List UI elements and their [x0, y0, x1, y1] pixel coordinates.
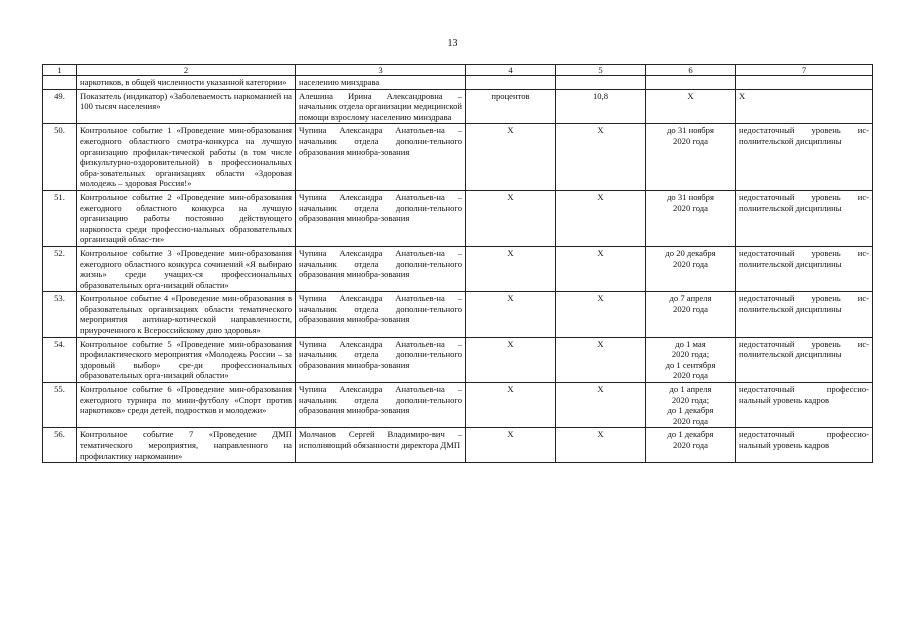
table-header-row	[43, 65, 873, 76]
responsible-cell: Чупина Александра Анатольев-на – начальник отдела дополни-тельного образования минобра-зования	[296, 292, 466, 337]
row-number-cell: 49.	[43, 89, 77, 124]
indicator-cell: Показатель (индикатор) «Заболеваемость наркоманией на 100 тысяч населения»	[77, 89, 296, 124]
unit-cell: процентов	[466, 89, 556, 124]
deadline-cell: до 31 ноября 2020 года	[646, 190, 736, 246]
header-cell: 1	[43, 65, 77, 76]
responsible-cell: Чупина Александра Анатольев-на – начальник отдела дополни-тельного образования минобра-зования	[296, 124, 466, 191]
risk-cell: недостаточный уровень ис-полнительской дисциплины	[736, 337, 873, 382]
table-row	[43, 292, 873, 337]
unit-cell: Х	[466, 246, 556, 291]
header-cell: 2	[77, 65, 296, 76]
deadline-cell: до 7 апреля 2020 года	[646, 292, 736, 337]
row-number-cell: 53.	[43, 292, 77, 337]
row-number-cell: 54.	[43, 337, 77, 382]
indicator-cell: Контрольное событие 7 «Проведение ДМП тематического мероприятия, направленного на профилактику наркомании»	[77, 428, 296, 463]
value-cell	[556, 76, 646, 90]
row-number-cell: 50.	[43, 124, 77, 191]
unit-cell: Х	[466, 190, 556, 246]
table-row	[43, 428, 873, 463]
indicator-cell: Контрольное событие 2 «Проведение мин-образования ежегодного областного конкурса на лучшую организацию работы постоянно действующего наркопоста среди профессио-нальных образовательных организаций облас-ти»	[77, 190, 296, 246]
value-cell: Х	[556, 337, 646, 382]
deadline-cell: до 1 апреля 2020 года; до 1 декабря 2020 года	[646, 383, 736, 428]
risk-cell: недостаточный уровень ис-полнительской дисциплины	[736, 246, 873, 291]
row-number-cell	[43, 76, 77, 90]
value-cell: Х	[556, 124, 646, 191]
indicator-cell: Контрольное событие 6 «Проведение мин-образования ежегодного турнира по мини-футболу «Спорт против наркотиков» среди детей, подростков и молодежи»	[77, 383, 296, 428]
value-cell: Х	[556, 246, 646, 291]
unit-cell: Х	[466, 383, 556, 428]
risk-cell: недостаточный уровень ис-полнительской дисциплины	[736, 124, 873, 191]
unit-cell: Х	[466, 428, 556, 463]
responsible-cell: Чупина Александра Анатольев-на – начальник отдела дополни-тельного образования минобра-зования	[296, 383, 466, 428]
responsible-cell: Чупина Александра Анатольев-на – начальник отдела дополни-тельного образования минобра-зования	[296, 246, 466, 291]
unit-cell: Х	[466, 337, 556, 382]
page-number: 13	[447, 38, 458, 49]
row-number-cell: 55.	[43, 383, 77, 428]
indicator-cell: Контрольное событие 4 «Проведение мин-образования в образовательных организациях области тематического мероприятия антинар-котической направленности, приуроченного к Всероссийскому дню здоровья»	[77, 292, 296, 337]
risk-cell: недостаточный уровень ис-полнительской дисциплины	[736, 190, 873, 246]
deadline-cell: до 1 декабря 2020 года	[646, 428, 736, 463]
risk-cell	[736, 76, 873, 90]
responsible-cell: Чупина Александра Анатольев-на – начальник отдела дополни-тельного образования минобра-зования	[296, 337, 466, 382]
responsible-cell: Алешина Ирина Александровна – начальник отдела организации медицинской помощи взрослому населению минздрава	[296, 89, 466, 124]
indicator-cell: Контрольное событие 3 «Проведение мин-образования ежегодного областного конкурса сочинений «Я выбираю жизнь» среди учащих-ся профессиональных образовательных орга-низаций области»	[77, 246, 296, 291]
unit-cell: Х	[466, 124, 556, 191]
header-cell: 5	[556, 65, 646, 76]
value-cell: Х	[556, 383, 646, 428]
indicator-cell: Контрольное событие 5 «Проведение мин-образования профилактического мероприятия «Молодежь России – за здоровый выбор» сре-ди профессиональных образовательных орга-низаций области»	[77, 337, 296, 382]
deadline-cell: до 31 ноября 2020 года	[646, 124, 736, 191]
header-cell: 3	[296, 65, 466, 76]
indicator-cell: Контрольное событие 1 «Проведение мин-образования ежегодного областного смотра-конкурса на лучшую организацию профилак-тической работы (в том числе физкультурно-оздоровительной) в профессиональных обра-зовательных организациях области «Здоровая молодежь – здоровая Россия!»	[77, 124, 296, 191]
header-cell: 7	[736, 65, 873, 76]
table-row	[43, 383, 873, 428]
value-cell: Х	[556, 190, 646, 246]
table-row	[43, 190, 873, 246]
risk-cell: недостаточный уровень ис-полнительской дисциплины	[736, 292, 873, 337]
unit-cell: Х	[466, 292, 556, 337]
deadline-cell	[646, 76, 736, 90]
responsible-cell: Молчанов Сергей Владимиро-вич – исполняющий обязанности директора ДМП	[296, 428, 466, 463]
unit-cell	[466, 76, 556, 90]
row-number-cell: 51.	[43, 190, 77, 246]
plan-table	[42, 64, 873, 463]
table-row	[43, 76, 873, 90]
row-number-cell: 56.	[43, 428, 77, 463]
indicator-cell: наркотиков, в общей численности указанной категории»	[77, 76, 296, 90]
risk-cell: недостаточный профессио-нальный уровень кадров	[736, 428, 873, 463]
responsible-cell: Чупина Александра Анатольев-на – начальник отдела дополни-тельного образования минобра-зования	[296, 190, 466, 246]
table-row	[43, 246, 873, 291]
header-cell: 4	[466, 65, 556, 76]
deadline-cell: до 20 декабря 2020 года	[646, 246, 736, 291]
table-row	[43, 124, 873, 191]
table-row	[43, 89, 873, 124]
row-number-cell: 52.	[43, 246, 77, 291]
value-cell: 10,8	[556, 89, 646, 124]
deadline-cell: до 1 мая 2020 года; до 1 сентября 2020 года	[646, 337, 736, 382]
risk-cell: недостаточный профессио-нальный уровень кадров	[736, 383, 873, 428]
risk-cell: Х	[736, 89, 873, 124]
header-cell: 6	[646, 65, 736, 76]
value-cell: Х	[556, 292, 646, 337]
deadline-cell: Х	[646, 89, 736, 124]
table-row	[43, 337, 873, 382]
responsible-cell: населению минздрава	[296, 76, 466, 90]
value-cell: Х	[556, 428, 646, 463]
